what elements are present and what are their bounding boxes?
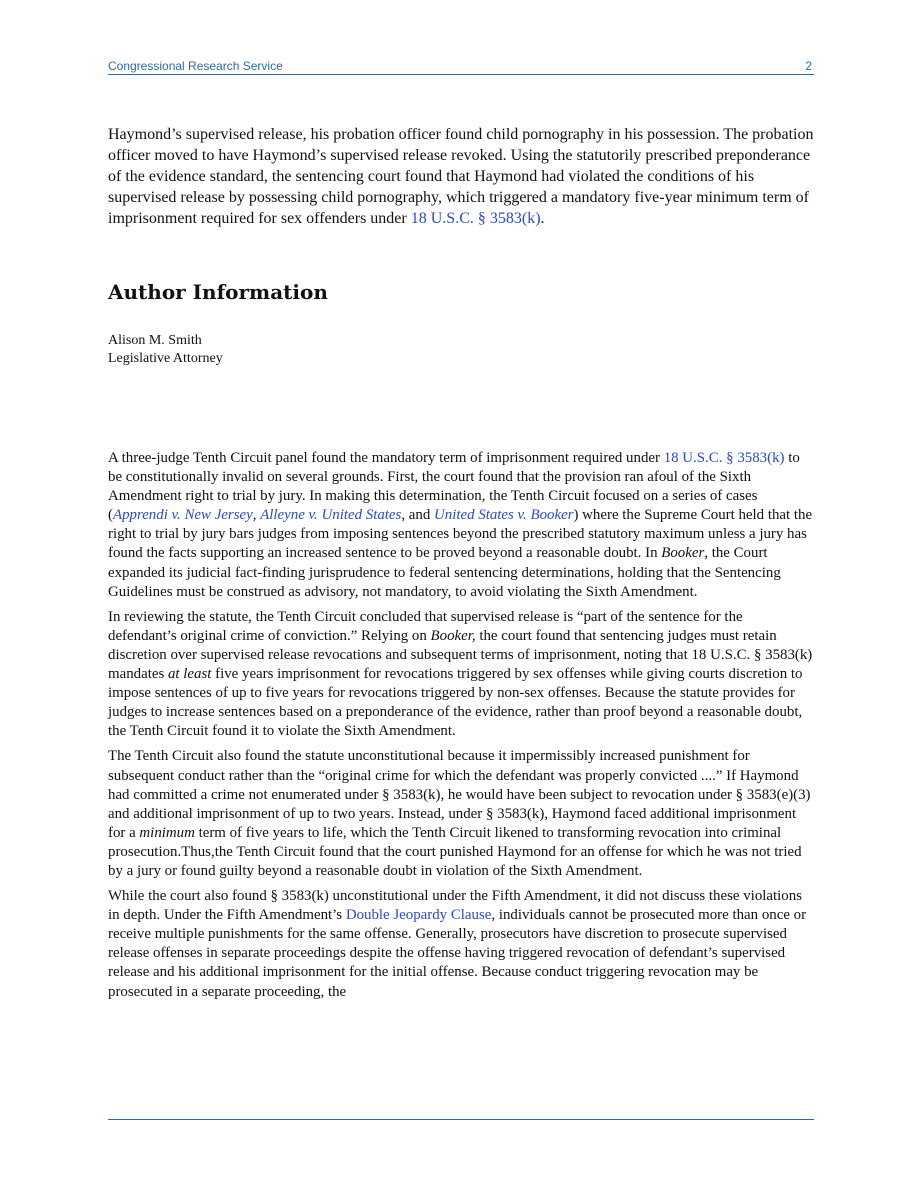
text: , individuals cannot be prosecuted more than once or receive multiple punishments for the same offense. Generally, prosecutors have discretion to prosecute supervised release offenses in separate proceedings despite the offense having triggered revocation of defendant’s supervised release and his additional imprisonment for the initial offense. Because conduct triggering revocation may be prosecuted in a separate proceeding, the <box>108 907 807 1000</box>
text: A three-judge Tenth Circuit panel found the mandatory term of imprisonment required under <box>108 450 664 466</box>
author-title: Legislative Attorney <box>108 351 223 366</box>
text: The Tenth Circuit also found the statute unconstitutional because it impermissibly increased punishment for subsequent conduct rather than the “original crime for which the defendant was properly convicted ....” If Haymond had committed a crime not enumerated under § 3583(k), he would have been subject to revocation under § 3583(e)(3) and additional imprisonment of up to two years. Instead, under § 3583(k), Haymond faced additional imprisonment for a <box>108 748 811 841</box>
case-link-alleyne[interactable]: Alleyne v. United States <box>260 507 402 524</box>
text: the court found that sentencing judges must retain discretion over supervised release revocations and subsequent terms of imprisonment, noting that 18 U.S.C. § 3583(k) mandates <box>108 627 813 683</box>
author-block <box>108 332 223 368</box>
emphasis: minimum <box>139 824 195 841</box>
case-name: Booker <box>661 545 705 562</box>
emphasis: at least <box>167 666 212 683</box>
statute-link[interactable]: 18 U.S.C. § 3583(k) <box>410 210 541 227</box>
text: , the Court expanded its judicial fact-finding jurisprudence to federal sentencing determinations, holding that the Sentencing Guidelines must be construed as advisory, not mandatory, to avoid violating the Sixth Amendment. <box>108 545 781 600</box>
main-body <box>108 449 814 1008</box>
page-header <box>108 58 814 75</box>
case-link-booker[interactable]: United States v. Booker <box>434 507 574 524</box>
intro-text: Haymond’s supervised release, his probation officer found child pornography in his possession. The probation officer moved to have Haymond’s supervised release revoked. Using the statutorily prescribed preponderance of the evidence standard, the sentencing court found that Haymond had violated the conditions of his supervised release by possessing child pornography, which triggered a mandatory five-year minimum term of imprisonment required for sex offenders under <box>108 126 814 227</box>
paragraph <box>108 608 814 742</box>
author-name: Alison M. Smith <box>108 333 202 348</box>
statute-link[interactable]: 18 U.S.C. § 3583(k) <box>663 450 785 466</box>
paragraph <box>108 449 814 602</box>
author-heading: Author Information <box>108 280 328 304</box>
text: In reviewing the statute, the Tenth Circuit concluded that supervised release is “part of the sentence for the defendant’s original crime of conviction.” Relying on <box>108 608 743 644</box>
intro-paragraph <box>108 124 814 229</box>
footer-rule <box>108 1119 814 1120</box>
text: to be constitutionally invalid on several grounds. First, the court found that the provision ran afoul of the Sixth Amendment right to trial by jury. In making this determination, the Tenth Circuit focused on a series of cases ( <box>108 450 800 524</box>
text: five years imprisonment for revocations triggered by sex offenses while giving courts discretion to impose sentences of up to five years for revocations triggered by non-sex offenses. Because the statute provides for judges to increase sentences based on a preponderance of the evidence, rather than proof beyond a reasonable doubt, the Tenth Circuit found it to violate the Sixth Amendment. <box>108 666 803 740</box>
paragraph <box>108 887 814 1002</box>
page-number: 2 <box>805 59 812 73</box>
text: , and <box>401 507 434 524</box>
case-name: Booker, <box>430 627 476 644</box>
double-jeopardy-link[interactable]: Double Jeopardy Clause <box>345 907 492 924</box>
intro-text-end: . <box>540 210 545 227</box>
case-link-apprendi[interactable]: Apprendi v. New Jersey <box>112 507 253 524</box>
text: While the court also found § 3583(k) unconstitutional under the Fifth Amendment, it did not discuss these violations in depth. Under the Fifth Amendment’s <box>108 888 802 924</box>
text: term of five years to life, which the Tenth Circuit likened to transforming revocation into criminal prosecution.Thus,the Tenth Circuit found that the court punished Haymond for an offense for which he was not tried by a jury or found guilty beyond a reasonable doubt in violation of the Sixth Amendment. <box>108 824 802 879</box>
text: ) where the Supreme Court held that the right to trial by jury bars judges from imposing sentences beyond the prescribed statutory maximum unless a jury has found the facts supporting an increased sentence to be proved beyond a reasonable doubt. In <box>108 507 813 562</box>
text: , <box>252 507 261 524</box>
header-publisher: Congressional Research Service <box>108 59 283 73</box>
paragraph <box>108 747 814 881</box>
